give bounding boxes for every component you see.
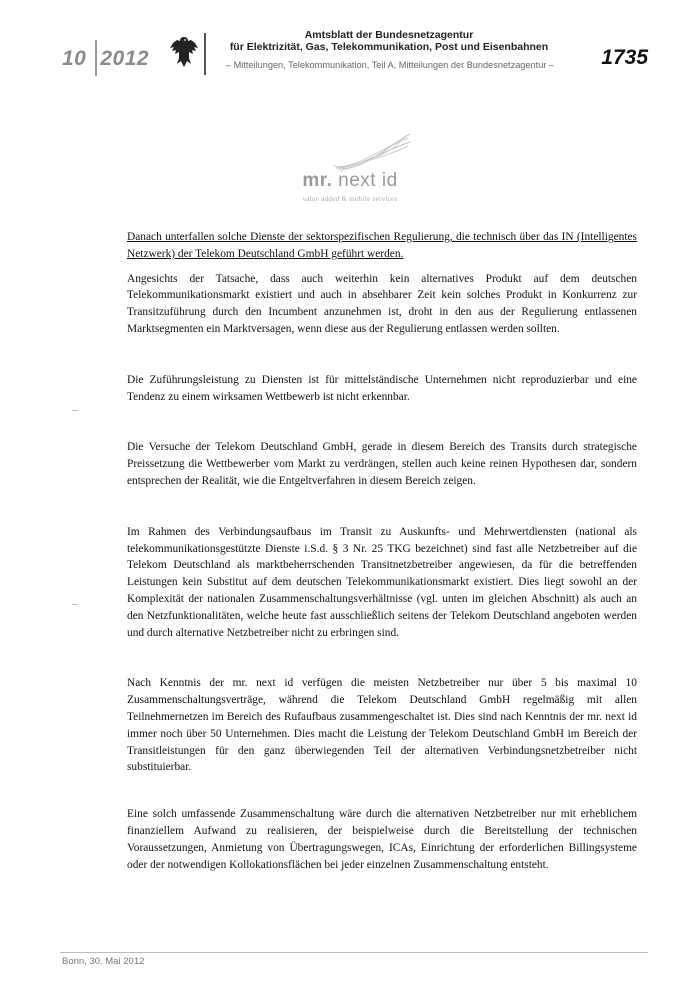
gazette-title	[214, 29, 564, 53]
header-divider-dark	[204, 33, 206, 75]
paragraph: Nach Kenntnis der mr. next id verfügen die meisten Netzbetreiber nur über 5 bis maximal 10 Zusammenschaltungsverträge, während die Telekom Deutschland GmbH regelmäßig mit allen Teilnehmernetzen im Bereich des Rufaufbaus zusammengeschaltet ist. Dies sind nach Kenntnis der mr. next id immer noch über 50 Unternehmen. Dies macht die Leistung der Telekom Deutschland GmbH im Bereich der Transitleistungen für den ganz überwiegenden Teil der alternativen Verbindungsnetzbetreiber nicht substituierbar.	[127, 677, 637, 774]
gazette-subtitle: – Mitteilungen, Telekommunikation, Teil A, Mitteilungen der Bundesnetzagentur –	[225, 60, 555, 70]
paragraph: Die Zuführungsleistung zu Diensten ist für mittelständische Unternehmen nicht reproduzierbar und eine Tendenz zu einem wirksamen Wettbewerb ist nicht erkennbar.	[127, 373, 637, 403]
margin-mark	[72, 604, 78, 605]
paragraph: Eine solch umfassende Zusammenschaltung wäre durch die alternativen Netzbetreiber nur mit erheblichem finanziellem Aufwand zu realisieren, der beispielweise durch die Bereitstellung der technischen Voraussetzungen, Anmietung von Übertragungswegen, ICAs, Einrichtung der erforderlichen Billingsysteme oder der notwendigen Kollokationsflächen bei jeder einzelnen Zusammenschaltung entsteht.	[127, 808, 637, 871]
page-number: 1735	[601, 46, 648, 69]
logo-text-rest: next id	[332, 170, 398, 191]
header-divider	[95, 40, 97, 76]
issue-year	[62, 47, 149, 71]
paragraph: Die Versuche der Telekom Deutschland GmbH, gerade in diesem Bereich des Transits durch strategische Preissetzung die Wettbewerber vom Markt zu verdrängen, stellen auch keine reinen Hypothesen dar, sondern entsprechen der Realität, wie die Entgeltverfahren in diesem Bereich zeigen.	[127, 441, 637, 487]
issue-number: 10	[62, 47, 87, 70]
document-body	[127, 229, 637, 907]
logo-tagline: value added & mobile services	[302, 195, 398, 203]
paragraph: Im Rahmen des Verbindungsaufbaus im Transit zu Auskunfts- und Mehrwertdiensten (national als telekommunikationsgestützte Dienste i.S.d. § 3 Nr. 25 TKG bezeichnet) sind fast alle Netzbetreiber auf die Telekom Deutschland als marktbeherrschenden Transitnetzbetreiber angewiesen, da für die betreffenden Leistungen kein Substitut auf dem deutschen Telekommunikationsmarkt existiert. Dies liegt sowohl an der Komplexität der nationalen Zusammenschaltungsverhältnisse (vgl. unten im gleichen Abschnitt) als auch an den Netzfunktionalitäten, welche heute fast ausschließlich seitens der Telekom Deutschland angeboten werden und durch alternative Netzbetreiber nicht zu erbringen sind.	[127, 525, 637, 639]
footer-date: Bonn, 30. Mai 2012	[62, 956, 145, 967]
footer-rule	[60, 952, 648, 953]
paragraph: Angesichts der Tatsache, dass auch weiterhin kein alternatives Produkt auf dem deutschen Telekommunikationsmarkt existiert und auch in absehbarer Zeit kein solches Produkt in Konkurrenz zur Transitzuführung durch den Incumbent anzunehmen ist, droht in den aus der Regulierung entlassenen Marktsegmenten ein Marktversagen, wenn diese aus der Regulierung entlassen werden sollten.	[127, 272, 637, 335]
company-logo	[0, 170, 700, 192]
federal-eagle-icon	[168, 34, 200, 70]
issue-year-value: 2012	[100, 47, 150, 70]
logo-text-bold: mr.	[302, 170, 333, 191]
gazette-title-line: für Elektrizität, Gas, Telekommunikation, Post und Eisenbahnen	[229, 41, 549, 53]
margin-mark	[72, 410, 78, 411]
gazette-title-line: Amtsblatt der Bundesnetzagentur	[304, 29, 474, 41]
paragraph: Danach unterfallen solche Dienste der sektorspezifischen Regulierung, die technisch über das IN (Intelligentes Netzwerk) der Telekom Deutschland GmbH geführt werden.	[127, 231, 637, 260]
